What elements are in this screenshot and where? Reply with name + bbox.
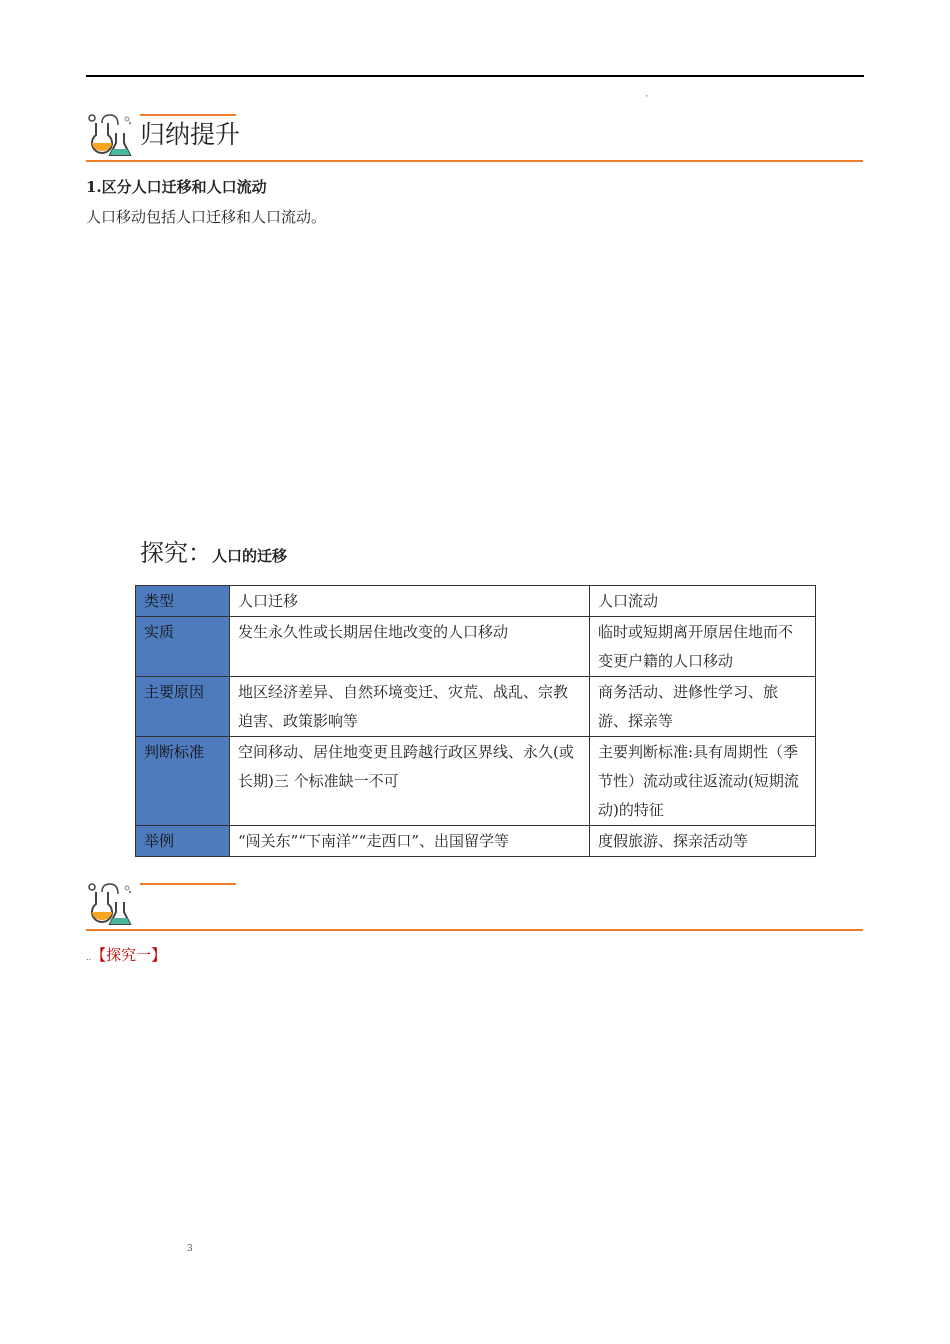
table-cell: 临时或短期离开原居住地而不变更户籍的人口移动 [590, 617, 816, 677]
table-cell: 空间移动、居住地变更且跨越行政区界线、永久(或长期)三 个标准缺一不可 [230, 737, 590, 826]
table-cell: 地区经济差异、自然环境变迁、灾荒、战乱、宗教迫害、政策影响等 [230, 677, 590, 737]
table-row [136, 617, 816, 677]
row-header: 主要原因 [136, 677, 230, 737]
explore-topic: 人口的迁移 [212, 547, 288, 565]
heading-underline-short [140, 883, 236, 885]
row-header: 判断标准 [136, 737, 230, 826]
inquiry-line [86, 944, 166, 965]
table-row [136, 586, 816, 617]
table-row [136, 737, 816, 826]
footer-mark: 3 [187, 1244, 193, 1254]
point-title: 1.区分人口迁移和人口流动 [86, 178, 267, 196]
table-cell: 商务活动、进修性学习、旅游、探亲等 [590, 677, 816, 737]
inquiry-prefix: .. [86, 953, 92, 962]
table-cell: 度假旅游、探亲活动等 [590, 826, 816, 857]
table-cell: 人口迁移 [230, 586, 590, 617]
section-divider [86, 929, 863, 931]
row-header: 类型 [136, 586, 230, 617]
explore-label: 探究： [140, 539, 212, 567]
header-mark: 、 [645, 89, 655, 99]
row-header: 实质 [136, 617, 230, 677]
section-title: 归纳提升 [140, 120, 241, 149]
flask-icon [86, 882, 132, 932]
explore-heading [140, 533, 287, 568]
table-row [136, 677, 816, 737]
table-cell: “闯关东”“下南洋”“走西口”、出国留学等 [230, 826, 590, 857]
intro-paragraph: 人口移动包括人口迁移和人口流动。 [86, 208, 327, 226]
table-cell: 人口流动 [590, 586, 816, 617]
flask-icon [86, 113, 132, 163]
top-rule [86, 75, 864, 77]
comparison-table [135, 585, 816, 857]
row-header: 举例 [136, 826, 230, 857]
section-divider [86, 160, 863, 162]
inquiry-label: 【探究一】 [91, 946, 167, 964]
table-cell: 发生永久性或长期居住地改变的人口移动 [230, 617, 590, 677]
table-cell: 主要判断标准:具有周期性（季节性）流动或往返流动(短期流动)的特征 [590, 737, 816, 826]
table-row [136, 826, 816, 857]
